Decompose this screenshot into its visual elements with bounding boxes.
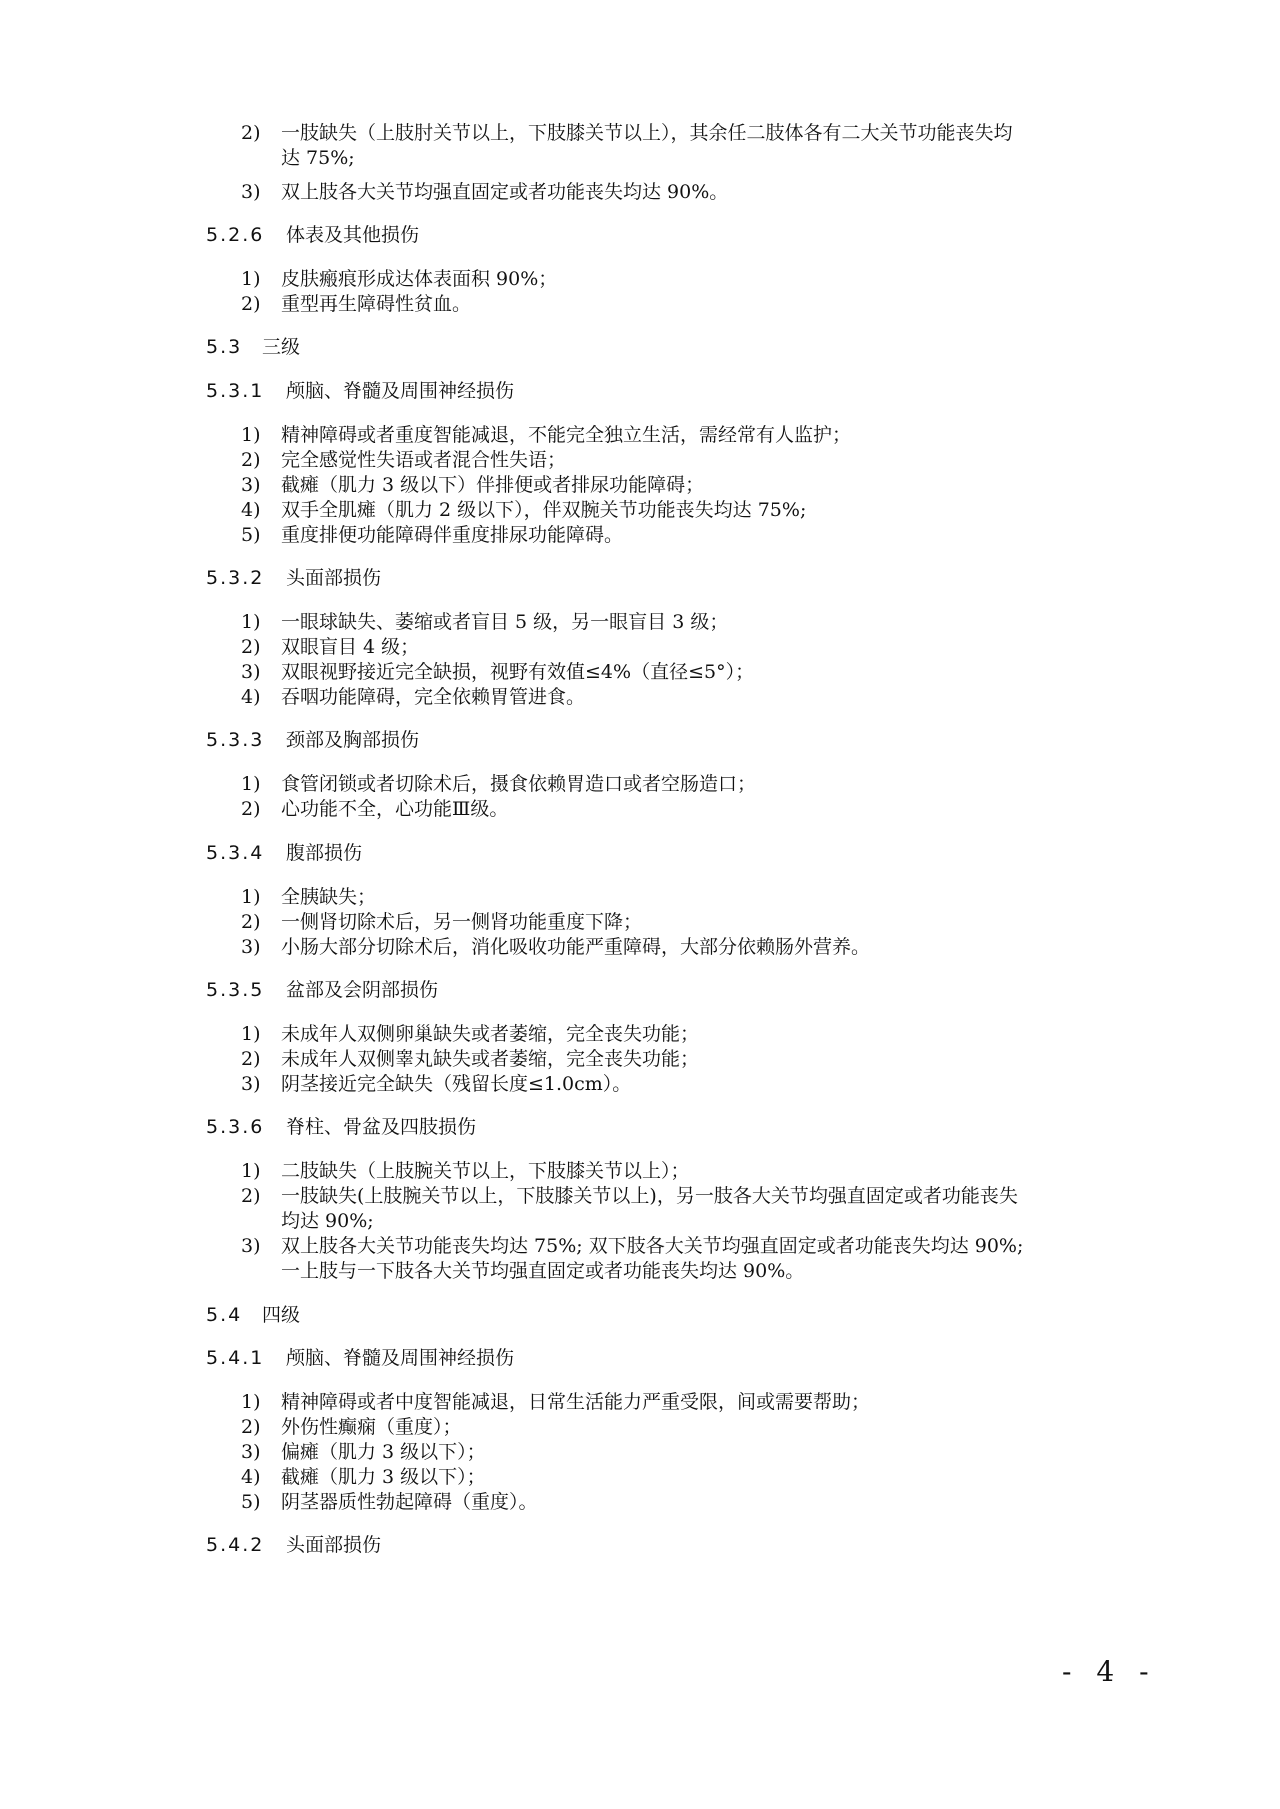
list-item-text: 外伤性癫痫（重度）； (281, 1416, 462, 1438)
list-item-number: 1) (241, 886, 261, 908)
section-number: 5.2.6 (206, 224, 265, 246)
list-item (0, 794, 1280, 824)
section-heading (0, 1300, 1280, 1330)
section-heading (0, 376, 1280, 406)
section-heading (0, 220, 1280, 250)
list-item-text: 偏瘫（肌力 3 级以下）； (281, 1441, 486, 1463)
list-item-number: 5) (241, 1491, 261, 1513)
section-title: 四级 (262, 1304, 301, 1326)
list-item-number: 1) (241, 611, 261, 633)
list-item (0, 682, 1280, 712)
list-item-text: 双手全肌瘫（肌力 2 级以下），伴双腕关节功能丧失均达 75%; (281, 499, 807, 521)
list-item-text: 双眼视野接近完全缺损，视野有效值≤4%（直径≤5°）； (281, 661, 755, 683)
list-item (0, 520, 1280, 550)
section-number: 5.3.1 (206, 380, 265, 402)
section-number: 5.3.6 (206, 1116, 265, 1138)
list-item-number: 1) (241, 1160, 261, 1182)
list-item-text: 截瘫（肌力 3 级以下）伴排便或者排尿功能障碍； (281, 474, 705, 496)
section-heading (0, 975, 1280, 1005)
list-item-number: 2) (241, 1185, 261, 1207)
list-item (0, 177, 1280, 207)
list-item-number: 3) (241, 936, 261, 958)
list-item-number: 2) (241, 1048, 261, 1070)
list-item-text: 重度排便功能障碍伴重度排尿功能障碍。 (281, 524, 624, 546)
section-title: 颅脑、脊髓及周围神经损伤 (286, 1347, 515, 1369)
section-title: 颅脑、脊髓及周围神经损伤 (286, 380, 515, 402)
list-item-text: 未成年人双侧睾丸缺失或者萎缩，完全丧失功能； (281, 1048, 700, 1070)
list-item-number: 5) (241, 524, 261, 546)
section-number: 5.3 (206, 336, 243, 358)
section-heading (0, 838, 1280, 868)
list-item (0, 1487, 1280, 1517)
list-item-text: 二肢缺失（上肢腕关节以上，下肢膝关节以上）； (281, 1160, 690, 1182)
list-item-text: 皮肤瘢痕形成达体表面积 90%； (281, 268, 558, 290)
list-item-number: 2) (241, 293, 261, 315)
section-number: 5.3.2 (206, 567, 265, 589)
section-heading (0, 332, 1280, 362)
list-item-number: 3) (241, 1235, 261, 1257)
list-item-text: 吞咽功能障碍，完全依赖胃管进食。 (281, 686, 586, 708)
list-item-text: 小肠大部分切除术后，消化吸收功能严重障碍，大部分依赖肠外营养。 (281, 936, 871, 958)
list-item-number: 3) (241, 1441, 261, 1463)
section-heading (0, 725, 1280, 755)
section-title: 体表及其他损伤 (286, 224, 420, 246)
list-item-text: 阴茎接近完全缺失（残留长度≤1.0cm）。 (281, 1073, 632, 1095)
list-item-number: 1) (241, 424, 261, 446)
list-item-text: 食管闭锁或者切除术后，摄食依赖胃造口或者空肠造口； (281, 773, 757, 795)
list-item (0, 932, 1280, 962)
list-item-text: 一肢缺失（上肢肘关节以上，下肢膝关节以上），其余任二肢体各有二大关节功能丧失均 (281, 122, 1013, 144)
list-item-number: 4) (241, 1466, 261, 1488)
list-item (0, 1069, 1280, 1099)
list-item-number: 3) (241, 474, 261, 496)
list-item-number: 1) (241, 268, 261, 290)
section-title: 头面部损伤 (286, 567, 382, 589)
list-item-text: 心功能不全，心功能Ⅲ级。 (281, 798, 509, 820)
section-title: 头面部损伤 (286, 1534, 382, 1556)
list-item-number: 2) (241, 798, 261, 820)
list-item-text: 阴茎器质性勃起障碍（重度）。 (281, 1491, 538, 1513)
section-title: 三级 (262, 336, 301, 358)
list-item-number: 2) (241, 636, 261, 658)
page-number: - 4 - (1062, 1655, 1157, 1688)
list-item-text: 精神障碍或者重度智能减退，不能完全独立生活，需经常有人监护； (281, 424, 852, 446)
list-item-number: 1) (241, 1023, 261, 1045)
section-heading (0, 1343, 1280, 1373)
list-item-continuation (0, 143, 1280, 173)
section-number: 5.4 (206, 1304, 243, 1326)
list-item-text: 重型再生障碍性贫血。 (281, 293, 472, 315)
list-item-text: 完全感觉性失语或者混合性失语； (281, 449, 567, 471)
section-number: 5.4.2 (206, 1534, 265, 1556)
list-item-text: 双眼盲目 4 级； (281, 636, 420, 658)
list-item-text: 一眼球缺失、萎缩或者盲目 5 级，另一眼盲目 3 级； (281, 611, 729, 633)
section-heading (0, 1112, 1280, 1142)
list-item-number: 2) (241, 449, 261, 471)
section-title: 颈部及胸部损伤 (286, 729, 420, 751)
list-item-text: 均达 90%; (281, 1210, 374, 1232)
list-item-text: 双上肢各大关节均强直固定或者功能丧失均达 90%。 (281, 181, 729, 203)
list-item-text: 全胰缺失； (281, 886, 377, 908)
list-item-number: 3) (241, 181, 261, 203)
list-item-number: 1) (241, 1391, 261, 1413)
list-item-text: 截瘫（肌力 3 级以下）； (281, 1466, 486, 1488)
list-item-text: 未成年人双侧卵巢缺失或者萎缩，完全丧失功能； (281, 1023, 700, 1045)
section-number: 5.3.5 (206, 979, 265, 1001)
section-title: 盆部及会阴部损伤 (286, 979, 439, 1001)
section-title: 脊柱、骨盆及四肢损伤 (286, 1116, 477, 1138)
list-item-number: 1) (241, 773, 261, 795)
section-title: 腹部损伤 (286, 842, 363, 864)
section-heading (0, 1530, 1280, 1560)
list-item-number: 4) (241, 499, 261, 521)
section-number: 5.4.1 (206, 1347, 265, 1369)
list-item-continuation (0, 1256, 1280, 1286)
list-item-text: 一肢缺失(上肢腕关节以上，下肢膝关节以上)，另一肢各大关节均强直固定或者功能丧失 (281, 1185, 1018, 1207)
list-item-number: 2) (241, 911, 261, 933)
list-item-text: 一上肢与一下肢各大关节均强直固定或者功能丧失均达 90%。 (281, 1260, 805, 1282)
section-number: 5.3.4 (206, 842, 265, 864)
list-item-number: 4) (241, 686, 261, 708)
list-item-number: 2) (241, 122, 261, 144)
section-heading (0, 563, 1280, 593)
list-item-text: 达 75%; (281, 147, 355, 169)
list-item (0, 289, 1280, 319)
list-item-text: 双上肢各大关节功能丧失均达 75%; 双下肢各大关节均强直固定或者功能丧失均达 90%; (281, 1235, 1024, 1257)
list-item-text: 精神障碍或者中度智能减退，日常生活能力严重受限，间或需要帮助； (281, 1391, 871, 1413)
section-number: 5.3.3 (206, 729, 265, 751)
list-item-text: 一侧肾切除术后，另一侧肾功能重度下降； (281, 911, 643, 933)
list-item-number: 3) (241, 1073, 261, 1095)
list-item-number: 3) (241, 661, 261, 683)
list-item-number: 2) (241, 1416, 261, 1438)
